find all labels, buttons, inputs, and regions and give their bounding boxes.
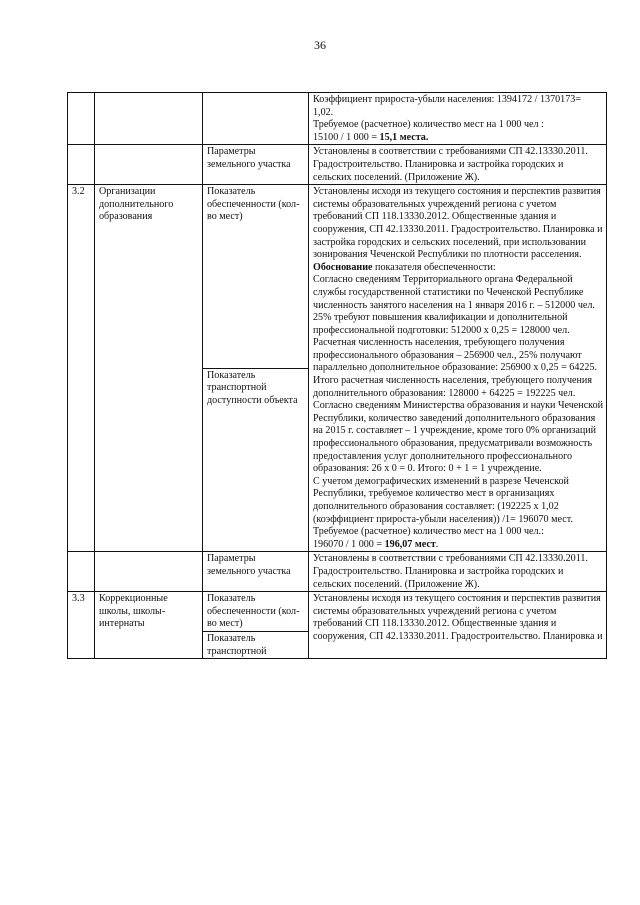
justification-paragraph-3: С учетом демографических изменений в разрезе Чеченской Республики, требуемое количество мест в организациях дополнительного образования составляет: (192225 х 1,02 (коэффициент прироста-убыли населения)) /1= 196070 мест. bbox=[313, 475, 573, 525]
norm-label: Требуемое (расчетное) количество мест на 1 000 чел : bbox=[313, 119, 544, 131]
land-parameters-label: Параметры земельного участка bbox=[203, 145, 309, 185]
norm-result-end: . bbox=[435, 538, 439, 550]
table-row bbox=[68, 145, 607, 185]
growth-coefficient-text: Коэффициент прироста-убыли населения: 1394172 / 1370173= 1,02. bbox=[313, 94, 582, 118]
cell-name bbox=[95, 552, 203, 592]
indicator-provision: Показатель обеспеченности (кол-во мест) bbox=[203, 185, 309, 369]
justification-paragraph-1: Согласно сведениям Территориального органа Федеральной службы государственной статистики по Чеченской Республике численность занятого населения на 1 января 2016 г. – 512000 чел. 25% требуют повышения квалификации и дополнительной профессиональной подготовки: 512000 х 0,25 = 128000 чел. Расчетная численность населения, требующего получения профессионального образования – 256900 чел., 25% получают параллельно дополнительное образование: 256900 х 0,25 = 64225. Итого расчетная численность населения, требующего получения дополнительного образования: 128000 + 64225 = 192225 чел. bbox=[313, 274, 598, 399]
indicator-transport: Показатель транспортной доступности объекта bbox=[203, 368, 309, 552]
indicator-provision: Показатель обеспеченности (кол-во мест) bbox=[203, 592, 309, 632]
cell-value bbox=[309, 93, 607, 145]
table-row bbox=[68, 93, 607, 145]
standards-table bbox=[67, 92, 607, 659]
norm-result: 15,1 места bbox=[379, 131, 426, 143]
indicator-value bbox=[309, 185, 607, 552]
established-text: Установлены исходя из текущего состояния и перспектив развития системы образовательных учреждений региона с учетом требований СП 118.13330.2012. Общественные здания и сооружения, СП 42.13330.2011. Градостроительство. Планировка и застройка городских и сельских поселений, при использовании зонирования Чеченской Республики по плотности расселения. bbox=[313, 186, 603, 261]
land-parameters-value: Установлены в соответствии с требованиями СП 42.13330.2011. Градостроительство. Планировка и застройка городских и сельских поселений. (Приложение Ж). bbox=[309, 145, 607, 185]
cell-number bbox=[68, 145, 95, 185]
table-row bbox=[68, 185, 607, 369]
cell-name bbox=[95, 145, 203, 185]
table-row bbox=[68, 592, 607, 632]
section-number: 3.3 bbox=[68, 592, 95, 659]
section-name: Коррекционные школы, школы-интернаты bbox=[95, 592, 203, 659]
justification-bold: Обоснование bbox=[313, 261, 373, 273]
indicator-value: Установлены исходя из текущего состояния и перспектив развития системы образовательных учреждений региона с учетом требований СП 118.13330.2012. Общественные здания и сооружения, СП 42.13330.2011. Градостроительство. Планировка и bbox=[309, 592, 607, 659]
cell-indicator bbox=[203, 93, 309, 145]
justification-paragraph-2: Согласно сведениям Министерства образования и науки Чеченской Республики, количество заведений дополнительного образования на 2015 г. составляет – 1 учреждение, кроме того 0% организаций профессионального образования, предусматривали возможность предоставления услуг дополнительного профессионального образования: 26 х 0 = 0. Итого: 0 + 1 = 1 учреждение. bbox=[313, 400, 604, 475]
land-parameters-value: Установлены в соответствии с требованиями СП 42.13330.2011. Градостроительство. Планировка и застройка городских и сельских поселений. (Приложение Ж). bbox=[309, 552, 607, 592]
section-number: 3.2 bbox=[68, 185, 95, 552]
norm-result-end: . bbox=[425, 131, 429, 143]
section-name: Организации дополнительного образования bbox=[95, 185, 203, 552]
land-parameters-label: Параметры земельного участка bbox=[203, 552, 309, 592]
page-number: 36 bbox=[314, 38, 326, 52]
norm-result: 196,07 мест bbox=[384, 538, 436, 550]
justification-rest: показателя обеспеченности: bbox=[372, 261, 496, 273]
indicator-transport: Показатель транспортной bbox=[203, 631, 309, 658]
cell-name bbox=[95, 93, 203, 145]
cell-number bbox=[68, 93, 95, 145]
norm-text bbox=[313, 119, 603, 144]
norm-label: Требуемое (расчетное) количество мест на 1 000 чел.: bbox=[313, 526, 544, 538]
table-row bbox=[68, 552, 607, 592]
norm-calc: 196070 / 1 000 = bbox=[313, 538, 385, 550]
justification-heading bbox=[313, 262, 603, 275]
norm-calc: 15100 / 1 000 = bbox=[313, 131, 380, 143]
norm-text bbox=[313, 526, 603, 551]
cell-number bbox=[68, 552, 95, 592]
